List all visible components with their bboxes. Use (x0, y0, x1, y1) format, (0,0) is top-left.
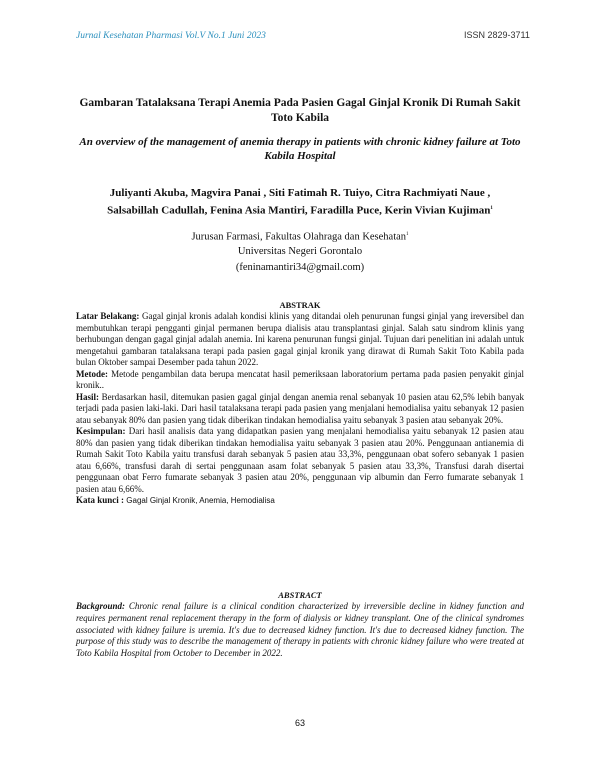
paper-title-english: An overview of the management of anemia therapy in patients with chronic kidney failure at Toto Kabila Hospital (79, 136, 521, 162)
latar-belakang-label: Latar Belakang: (76, 311, 140, 321)
kata-kunci-label: Kata kunci : (76, 495, 125, 505)
abstrak-kata-kunci (76, 495, 524, 507)
author-email: (feninamantiri34@gmail.com) (235, 262, 365, 273)
abstract-english-body (76, 601, 524, 660)
background-label: Background: (76, 601, 126, 611)
author-list (76, 185, 524, 219)
background-text: Chronic renal failure is a clinical condition characterized by irreversible decline in kidney function and requires permanent renal replacement therapy in the form of dialysis or kidney transplant. One of the clinical syndromes associated with kidney failure is uremia. It's due to decreased kidney function. It's due to decreased kidney function. The purpose of this study was to describe the management of therapy in patients with chronic kidney failure who were treated at Toto Kabila Hospital from October to December in 2022. (76, 601, 524, 659)
kesimpulan-label: Kesimpulan: (76, 426, 126, 436)
journal-header: Jurnal Kesehatan Pharmasi Vol.V No.1 Juni 2023 (76, 31, 266, 41)
page-number: 63 (294, 718, 305, 728)
author-line-1: Juliyanti Akuba, Magvira Panai , Siti Fatimah R. Tuiyo, Citra Rachmiyati Naue , (109, 187, 491, 199)
affiliation (76, 228, 524, 259)
abstrak-kesimpulan (76, 426, 524, 495)
affiliation-sup: 1 (406, 232, 409, 237)
author-line-2 (76, 201, 524, 219)
abstract-heading: ABSTRACT (278, 590, 322, 600)
hasil-label: Hasil: (76, 391, 100, 402)
hasil-text: Berdasarkan hasil, ditemukan pasien gagal ginjal dengan anemia renal sebanyak 10 pasien atau 62,5% lebih banyak terjadi pada pasien laki-laki. Dari hasil tatalaksana terapi pada pasien yang menjalani hemodialisa yaitu sebanyak 12 pasien atau sebanyak 80% dan pasien yang tidak diberikan tindakan hemodialisa yaitu sebanyak 3 pasien atau sebanyak 20%. (76, 391, 525, 425)
author-line-2-text: Salsabillah Cadullah, Fenina Asia Mantiri, Faradilla Puce, Kerin Vivian Kujiman (107, 204, 491, 217)
affiliation-line-1 (76, 228, 524, 245)
abstrak-hasil (76, 392, 524, 427)
abstrak-body (76, 311, 524, 507)
abstrak-metode (76, 369, 524, 392)
kesimpulan-text: Dari hasil analisis data yang didapatkan pasien yang menjalani hemodialisa yaitu sebanyak 12 pasien atau 80% dan pasien yang tidak diberikan tindakan hemodialisa yaitu sebanyak 3 pasien atau 20%. Penggunaan antianemia di Rumah Sakit Toto Kabila yaitu transfusi darah sebanyak 5 pasien atau 33,3%, penggunaan obat sofero sebanyak 1 pasien atau 6,66%, transfusi darah di sertai penggunaan asam folat sebanyak 5 pasien atau 33,3%, Transfusi darah disertai penggunaan obat Ferro fumarate sebanyak 3 pasien atau 20%, penggunaan vip albumin dan Ferro fumarate sebanyak 1 pasien atau 6,66%. (76, 426, 524, 494)
affiliation-line-2: Universitas Negeri Gorontalo (237, 245, 363, 257)
paper-title: Gambaran Tatalaksana Terapi Anemia Pada Pasien Gagal Ginjal Kronik Di Rumah Sakit Toto Kabila (79, 97, 521, 124)
abstrak-latar-belakang (76, 311, 524, 369)
issn-label: ISSN 2829-3711 (464, 30, 530, 40)
latar-belakang-text: Gagal ginjal kronis adalah kondisi klinis yang ditandai oleh penurunan fungsi ginjal yang ireversibel dan membutuhkan terapi pengganti ginjal permanen berupa dialisis atau transplantasi ginjal. Salah satu sindrom klinis yang berhubungan dengan gagal ginjal adalah anemia. Ini karena penurunan fungsi ginjal. Tujuan dari penelitian ini adalah untuk mengetahui gambaran tatalaksana terapi pada pasien gagal ginjal kronik yang dirawat di Rumah Sakit Toto Kabila pada bulan Oktober sampai Desember pada tahun 2022. (76, 311, 524, 367)
metode-text: Metode pengambilan data berupa mencatat hasil pemeriksaan laboratorium pertama pada pasien penyakit ginjal kronik.. (76, 368, 524, 390)
author-sup: 1 (490, 206, 493, 211)
affiliation-line-1-text: Jurusan Farmasi, Fakultas Olahraga dan Kesehatan (191, 231, 407, 243)
kata-kunci-text: Gagal Ginjal Kronik, Anemia, Hemodialisa (126, 496, 275, 505)
metode-label: Metode: (76, 368, 108, 379)
abstrak-heading: ABSTRAK (279, 300, 321, 310)
